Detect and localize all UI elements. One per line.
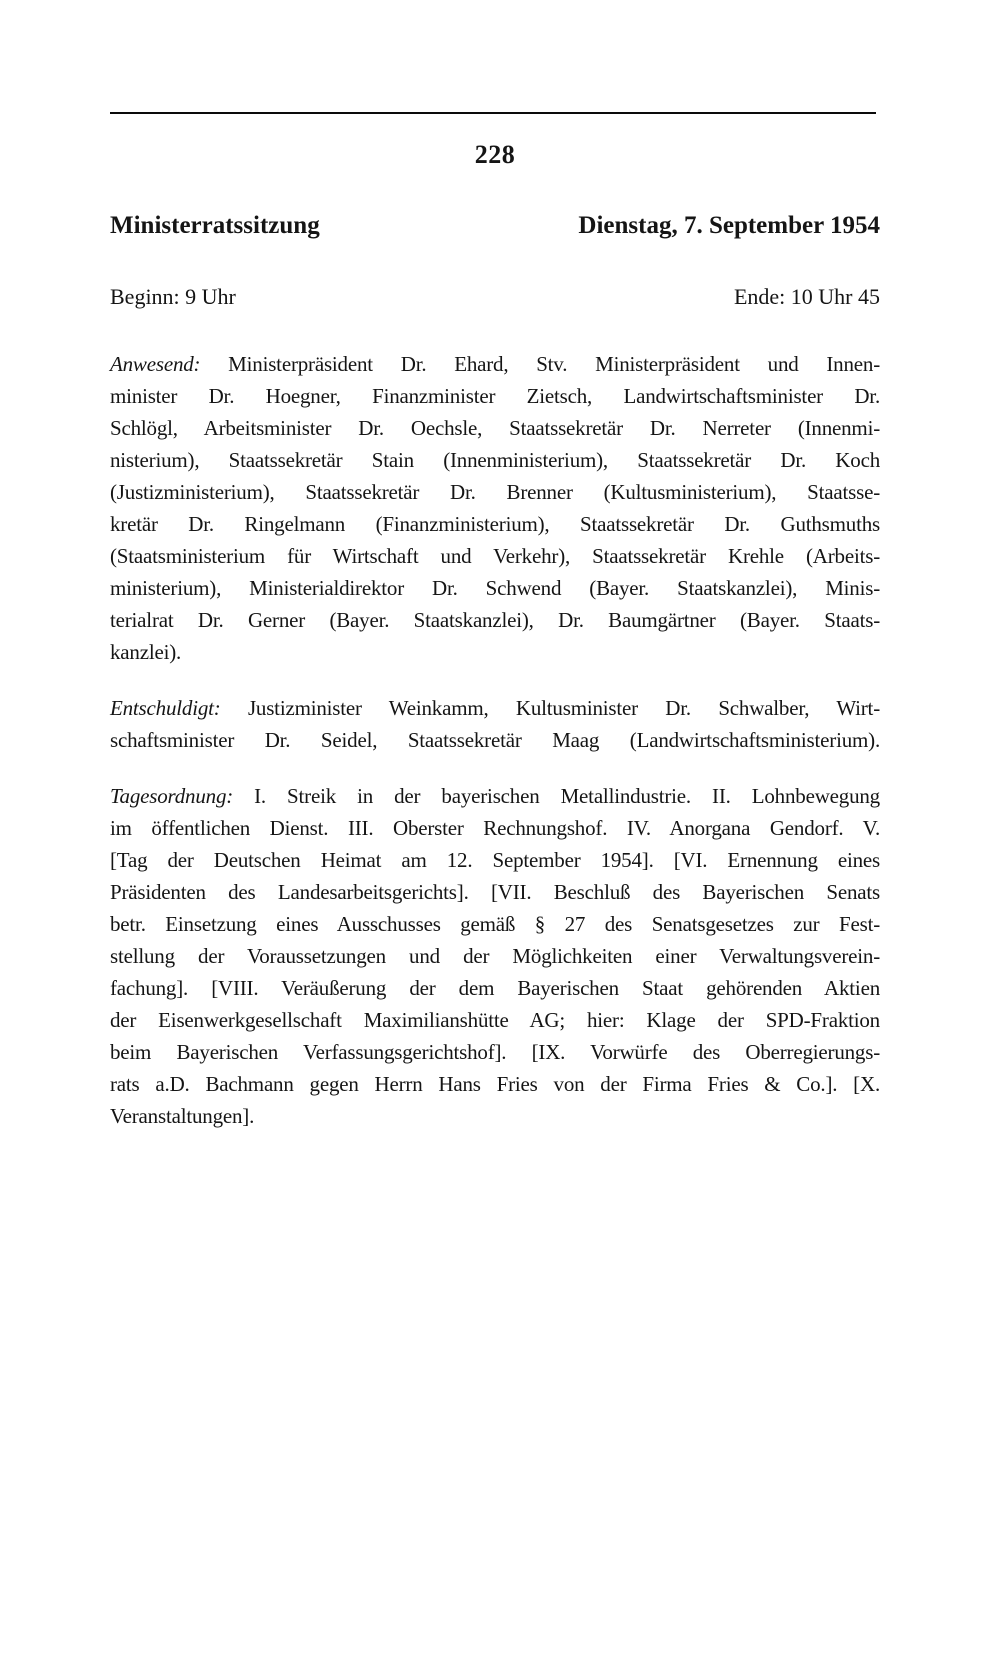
text-line: minister Dr. Hoegner, Finanzminister Zietsch, Landwirtschaftsminister Dr. [110,384,880,408]
agenda-label: Tagesordnung: [110,784,234,808]
text-line: fachung]. [VIII. Veräußerung der dem Bayerischen Staat gehörenden Aktien [110,976,880,1000]
excused-paragraph [110,692,880,756]
text-line: ministerium), Ministerialdirektor Dr. Schwend (Bayer. Staatskanzlei), Minis- [110,576,880,600]
text-line: beim Bayerischen Verfassungsgerichtshof]. [IX. Vorwürfe des Oberregierungs- [110,1040,880,1064]
excused-label: Entschuldigt: [110,696,221,720]
session-times [110,282,880,312]
text-line: rats a.D. Bachmann gegen Herrn Hans Fries von der Firma Fries & Co.]. [X. [110,1072,880,1096]
text-line-content: Ministerpräsident Dr. Ehard, Stv. Ministerpräsident und Innen- [228,352,880,376]
session-date: Dienstag, 7. September 1954 [578,212,880,239]
agenda-paragraph [110,780,880,1132]
text-line: stellung der Voraussetzungen und der Möglichkeiten einer Verwaltungsverein- [110,944,880,968]
text-line: Schlögl, Arbeitsminister Dr. Oechsle, Staatssekretär Dr. Nerreter (Innenmi- [110,416,880,440]
text-line: nisterium), Staatssekretär Stain (Innenministerium), Staatssekretär Dr. Koch [110,448,880,472]
session-header [110,209,880,243]
header-rule [110,112,876,114]
text-line-content: Justizminister Weinkamm, Kultusminister Dr. Schwalber, Wirt- [247,696,880,720]
text-line: kretär Dr. Ringelmann (Finanzministerium), Staatssekretär Dr. Guthsmuths [110,512,880,536]
page-number: 228 [474,140,516,169]
attendees-paragraph [110,348,880,668]
session-title: Ministerratssitzung [110,212,320,239]
text-line: betr. Einsetzung eines Ausschusses gemäß § 27 des Senatsgesetzes zur Fest- [110,912,880,936]
text-line [110,348,880,380]
text-line: (Staatsministerium für Wirtschaft und Verkehr), Staatssekretär Krehle (Arbeits- [110,544,880,568]
text-line: (Justizministerium), Staatssekretär Dr. Brenner (Kultusministerium), Staatsse- [110,480,880,504]
text-line [110,780,880,812]
text-line [110,692,880,724]
text-line: im öffentlichen Dienst. III. Oberster Rechnungshof. IV. Anorgana Gendorf. V. [110,816,880,840]
text-line: Präsidenten des Landesarbeitsgerichts]. [VII. Beschluß des Bayerischen Senats [110,880,880,904]
session-begin: Beginn: 9 Uhr [110,284,236,309]
text-line: terialrat Dr. Gerner (Bayer. Staatskanzlei), Dr. Baumgärtner (Bayer. Staats- [110,608,880,632]
session-end: Ende: 10 Uhr 45 [733,284,880,309]
text-line-content: I. Streik in der bayerischen Metallindustrie. II. Lohnbewegung [254,784,880,808]
text-line: Veranstaltungen]. [110,1104,255,1128]
attendees-label: Anwesend: [110,352,201,376]
text-line: schaftsminister Dr. Seidel, Staatssekretär Maag (Landwirtschaftsministerium). [110,728,880,752]
text-line: der Eisenwerkgesellschaft Maximilianshütte AG; hier: Klage der SPD-Fraktion [110,1008,880,1032]
text-line: [Tag der Deutschen Heimat am 12. September 1954]. [VI. Ernennung eines [110,848,880,872]
document-page [110,0,880,1132]
text-line: kanzlei). [110,640,182,664]
